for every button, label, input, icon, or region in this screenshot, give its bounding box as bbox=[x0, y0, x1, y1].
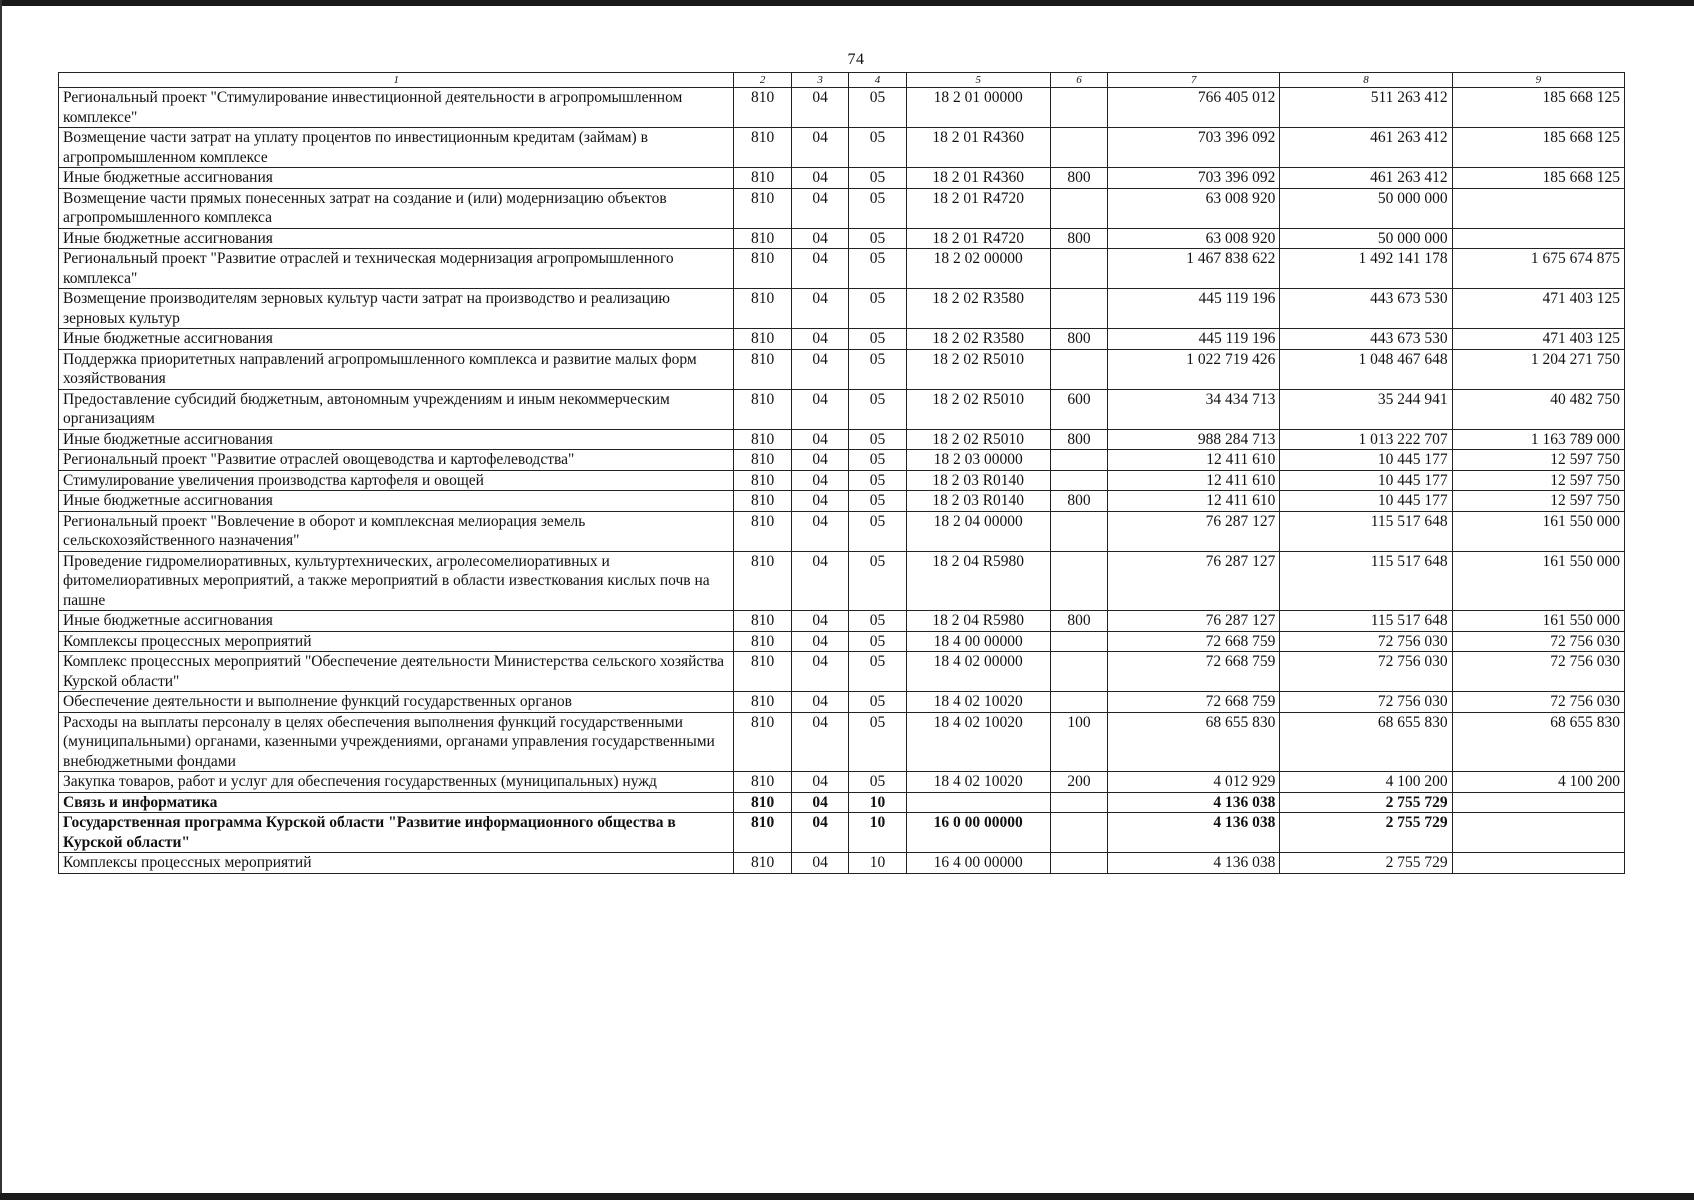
row-name-cell: Возмещение производителям зерновых культур части затрат на производство и реализацию зерновых культур bbox=[59, 289, 734, 329]
amount-year2-cell: 115 517 648 bbox=[1280, 511, 1452, 551]
target-article-cell bbox=[906, 792, 1050, 813]
amount-year1-cell: 1 022 719 426 bbox=[1108, 349, 1280, 389]
subsection-code-cell: 05 bbox=[849, 389, 906, 429]
amount-year1-cell: 68 655 830 bbox=[1108, 712, 1280, 772]
ministry-code-cell: 810 bbox=[734, 289, 791, 329]
row-name-cell: Иные бюджетные ассигнования bbox=[59, 429, 734, 450]
expense-type-cell: 600 bbox=[1050, 389, 1107, 429]
section-code-cell: 04 bbox=[791, 792, 848, 813]
amount-year3-cell: 1 204 271 750 bbox=[1452, 349, 1624, 389]
amount-year1-cell: 766 405 012 bbox=[1108, 88, 1280, 128]
amount-year1-cell: 63 008 920 bbox=[1108, 228, 1280, 249]
target-article-cell: 18 2 02 R5010 bbox=[906, 389, 1050, 429]
amount-year3-cell: 72 756 030 bbox=[1452, 692, 1624, 713]
subsection-code-cell: 05 bbox=[849, 349, 906, 389]
row-name-cell: Иные бюджетные ассигнования bbox=[59, 228, 734, 249]
amount-year2-cell: 10 445 177 bbox=[1280, 491, 1452, 512]
column-number: 8 bbox=[1280, 73, 1452, 88]
section-code-cell: 04 bbox=[791, 429, 848, 450]
section-code-cell: 04 bbox=[791, 712, 848, 772]
table-row bbox=[59, 712, 1625, 772]
amount-year2-cell: 443 673 530 bbox=[1280, 289, 1452, 329]
table-row bbox=[59, 188, 1625, 228]
amount-year3-cell: 185 668 125 bbox=[1452, 128, 1624, 168]
expense-type-cell bbox=[1050, 813, 1107, 853]
amount-year2-cell: 35 244 941 bbox=[1280, 389, 1452, 429]
amount-year3-cell bbox=[1452, 813, 1624, 853]
section-code-cell: 04 bbox=[791, 511, 848, 551]
row-name-cell: Иные бюджетные ассигнования bbox=[59, 491, 734, 512]
amount-year2-cell: 461 263 412 bbox=[1280, 168, 1452, 189]
expense-type-cell: 800 bbox=[1050, 429, 1107, 450]
amount-year1-cell: 703 396 092 bbox=[1108, 128, 1280, 168]
amount-year2-cell: 50 000 000 bbox=[1280, 188, 1452, 228]
row-name-cell: Иные бюджетные ассигнования bbox=[59, 329, 734, 350]
page-number: 74 bbox=[847, 51, 865, 68]
amount-year1-cell: 12 411 610 bbox=[1108, 450, 1280, 471]
row-name-cell: Закупка товаров, работ и услуг для обеспечения государственных (муниципальных) нужд bbox=[59, 772, 734, 793]
target-article-cell: 18 4 00 00000 bbox=[906, 631, 1050, 652]
amount-year3-cell: 1 675 674 875 bbox=[1452, 249, 1624, 289]
budget-table bbox=[58, 72, 1625, 874]
amount-year1-cell: 76 287 127 bbox=[1108, 551, 1280, 611]
ministry-code-cell: 810 bbox=[734, 551, 791, 611]
amount-year2-cell: 2 755 729 bbox=[1280, 792, 1452, 813]
amount-year3-cell: 4 100 200 bbox=[1452, 772, 1624, 793]
amount-year1-cell: 34 434 713 bbox=[1108, 389, 1280, 429]
target-article-cell: 16 0 00 00000 bbox=[906, 813, 1050, 853]
table-row bbox=[59, 128, 1625, 168]
table-row bbox=[59, 511, 1625, 551]
amount-year3-cell: 471 403 125 bbox=[1452, 329, 1624, 350]
row-name-cell: Комплексы процессных мероприятий bbox=[59, 853, 734, 874]
amount-year3-cell: 161 550 000 bbox=[1452, 611, 1624, 632]
target-article-cell: 18 4 02 10020 bbox=[906, 772, 1050, 793]
column-number: 2 bbox=[734, 73, 791, 88]
expense-type-cell bbox=[1050, 853, 1107, 874]
ministry-code-cell: 810 bbox=[734, 712, 791, 772]
ministry-code-cell: 810 bbox=[734, 652, 791, 692]
target-article-cell: 18 4 02 10020 bbox=[906, 712, 1050, 772]
amount-year2-cell: 443 673 530 bbox=[1280, 329, 1452, 350]
amount-year3-cell: 72 756 030 bbox=[1452, 631, 1624, 652]
ministry-code-cell: 810 bbox=[734, 329, 791, 350]
expense-type-cell bbox=[1050, 88, 1107, 128]
section-code-cell: 04 bbox=[791, 772, 848, 793]
subsection-code-cell: 05 bbox=[849, 712, 906, 772]
amount-year1-cell: 72 668 759 bbox=[1108, 652, 1280, 692]
row-name-cell: Возмещение части прямых понесенных затрат на создание и (или) модернизацию объектов агропромышленного комплекса bbox=[59, 188, 734, 228]
section-code-cell: 04 bbox=[791, 228, 848, 249]
ministry-code-cell: 810 bbox=[734, 128, 791, 168]
amount-year3-cell bbox=[1452, 853, 1624, 874]
table-row bbox=[59, 249, 1625, 289]
amount-year3-cell: 161 550 000 bbox=[1452, 551, 1624, 611]
section-code-cell: 04 bbox=[791, 168, 848, 189]
section-code-cell: 04 bbox=[791, 349, 848, 389]
amount-year2-cell: 1 048 467 648 bbox=[1280, 349, 1452, 389]
ministry-code-cell: 810 bbox=[734, 429, 791, 450]
expense-type-cell bbox=[1050, 692, 1107, 713]
row-name-cell: Комплексы процессных мероприятий bbox=[59, 631, 734, 652]
amount-year2-cell: 1 013 222 707 bbox=[1280, 429, 1452, 450]
section-code-cell: 04 bbox=[791, 249, 848, 289]
row-name-cell: Иные бюджетные ассигнования bbox=[59, 168, 734, 189]
amount-year1-cell: 1 467 838 622 bbox=[1108, 249, 1280, 289]
table-row bbox=[59, 692, 1625, 713]
row-name-cell: Комплекс процессных мероприятий "Обеспечение деятельности Министерства сельского хозяйства Курской области" bbox=[59, 652, 734, 692]
column-number: 3 bbox=[791, 73, 848, 88]
ministry-code-cell: 810 bbox=[734, 470, 791, 491]
subsection-code-cell: 05 bbox=[849, 128, 906, 168]
table-row bbox=[59, 349, 1625, 389]
target-article-cell: 18 2 03 R0140 bbox=[906, 491, 1050, 512]
amount-year1-cell: 72 668 759 bbox=[1108, 631, 1280, 652]
ministry-code-cell: 810 bbox=[734, 349, 791, 389]
column-number: 4 bbox=[849, 73, 906, 88]
amount-year2-cell: 72 756 030 bbox=[1280, 652, 1452, 692]
subsection-code-cell: 05 bbox=[849, 228, 906, 249]
column-number: 1 bbox=[59, 73, 734, 88]
expense-type-cell bbox=[1050, 128, 1107, 168]
expense-type-cell bbox=[1050, 289, 1107, 329]
table-row bbox=[59, 228, 1625, 249]
amount-year2-cell: 115 517 648 bbox=[1280, 611, 1452, 632]
subsection-code-cell: 05 bbox=[849, 88, 906, 128]
amount-year2-cell: 2 755 729 bbox=[1280, 853, 1452, 874]
amount-year1-cell: 4 012 929 bbox=[1108, 772, 1280, 793]
ministry-code-cell: 810 bbox=[734, 389, 791, 429]
section-code-cell: 04 bbox=[791, 551, 848, 611]
amount-year2-cell: 115 517 648 bbox=[1280, 551, 1452, 611]
amount-year3-cell: 471 403 125 bbox=[1452, 289, 1624, 329]
target-article-cell: 18 2 01 R4360 bbox=[906, 168, 1050, 189]
column-number: 9 bbox=[1452, 73, 1624, 88]
section-code-cell: 04 bbox=[791, 491, 848, 512]
target-article-cell: 18 2 04 R5980 bbox=[906, 551, 1050, 611]
expense-type-cell bbox=[1050, 511, 1107, 551]
subsection-code-cell: 10 bbox=[849, 792, 906, 813]
ministry-code-cell: 810 bbox=[734, 631, 791, 652]
expense-type-cell: 200 bbox=[1050, 772, 1107, 793]
subsection-code-cell: 05 bbox=[849, 611, 906, 632]
target-article-cell: 18 2 04 00000 bbox=[906, 511, 1050, 551]
table-row bbox=[59, 88, 1625, 128]
section-code-cell: 04 bbox=[791, 329, 848, 350]
ministry-code-cell: 810 bbox=[734, 88, 791, 128]
expense-type-cell: 800 bbox=[1050, 168, 1107, 189]
target-article-cell: 18 2 02 00000 bbox=[906, 249, 1050, 289]
table-row bbox=[59, 631, 1625, 652]
subsection-code-cell: 10 bbox=[849, 853, 906, 874]
amount-year3-cell: 12 597 750 bbox=[1452, 470, 1624, 491]
table-row bbox=[59, 450, 1625, 471]
amount-year1-cell: 4 136 038 bbox=[1108, 813, 1280, 853]
expense-type-cell bbox=[1050, 470, 1107, 491]
amount-year1-cell: 988 284 713 bbox=[1108, 429, 1280, 450]
amount-year1-cell: 445 119 196 bbox=[1108, 329, 1280, 350]
section-code-cell: 04 bbox=[791, 611, 848, 632]
amount-year2-cell: 50 000 000 bbox=[1280, 228, 1452, 249]
amount-year1-cell: 12 411 610 bbox=[1108, 491, 1280, 512]
subsection-code-cell: 05 bbox=[849, 289, 906, 329]
ministry-code-cell: 810 bbox=[734, 853, 791, 874]
target-article-cell: 18 2 03 00000 bbox=[906, 450, 1050, 471]
amount-year2-cell: 68 655 830 bbox=[1280, 712, 1452, 772]
column-number: 6 bbox=[1050, 73, 1107, 88]
expense-type-cell bbox=[1050, 631, 1107, 652]
column-number: 5 bbox=[906, 73, 1050, 88]
row-name-cell: Региональный проект "Вовлечение в оборот и комплексная мелиорация земель сельскохозяйственного назначения" bbox=[59, 511, 734, 551]
expense-type-cell: 800 bbox=[1050, 491, 1107, 512]
amount-year2-cell: 10 445 177 bbox=[1280, 450, 1452, 471]
subsection-code-cell: 05 bbox=[849, 631, 906, 652]
expense-type-cell bbox=[1050, 249, 1107, 289]
scan-border-left bbox=[0, 0, 2, 1200]
subsection-code-cell: 05 bbox=[849, 511, 906, 551]
row-name-cell: Стимулирование увеличения производства картофеля и овощей bbox=[59, 470, 734, 491]
table-row bbox=[59, 551, 1625, 611]
amount-year3-cell: 40 482 750 bbox=[1452, 389, 1624, 429]
target-article-cell: 18 2 01 R4720 bbox=[906, 188, 1050, 228]
column-number: 7 bbox=[1108, 73, 1280, 88]
amount-year3-cell: 161 550 000 bbox=[1452, 511, 1624, 551]
expense-type-cell bbox=[1050, 349, 1107, 389]
amount-year3-cell: 185 668 125 bbox=[1452, 88, 1624, 128]
target-article-cell: 18 2 02 R3580 bbox=[906, 329, 1050, 350]
amount-year3-cell: 72 756 030 bbox=[1452, 652, 1624, 692]
row-name-cell: Обеспечение деятельности и выполнение функций государственных органов bbox=[59, 692, 734, 713]
subsection-code-cell: 05 bbox=[849, 692, 906, 713]
section-code-cell: 04 bbox=[791, 128, 848, 168]
amount-year2-cell: 511 263 412 bbox=[1280, 88, 1452, 128]
row-name-cell: Связь и информатика bbox=[59, 792, 734, 813]
ministry-code-cell: 810 bbox=[734, 813, 791, 853]
section-code-cell: 04 bbox=[791, 470, 848, 491]
amount-year2-cell: 1 492 141 178 bbox=[1280, 249, 1452, 289]
amount-year1-cell: 76 287 127 bbox=[1108, 611, 1280, 632]
subsection-code-cell: 10 bbox=[849, 813, 906, 853]
amount-year1-cell: 445 119 196 bbox=[1108, 289, 1280, 329]
table-row bbox=[59, 611, 1625, 632]
amount-year3-cell: 185 668 125 bbox=[1452, 168, 1624, 189]
section-code-cell: 04 bbox=[791, 289, 848, 329]
subsection-code-cell: 05 bbox=[849, 168, 906, 189]
subsection-code-cell: 05 bbox=[849, 772, 906, 793]
amount-year3-cell bbox=[1452, 188, 1624, 228]
expense-type-cell: 100 bbox=[1050, 712, 1107, 772]
table-row bbox=[59, 813, 1625, 853]
amount-year1-cell: 63 008 920 bbox=[1108, 188, 1280, 228]
section-code-cell: 04 bbox=[791, 450, 848, 471]
ministry-code-cell: 810 bbox=[734, 692, 791, 713]
amount-year3-cell bbox=[1452, 792, 1624, 813]
target-article-cell: 18 2 03 R0140 bbox=[906, 470, 1050, 491]
subsection-code-cell: 05 bbox=[849, 652, 906, 692]
amount-year1-cell: 4 136 038 bbox=[1108, 853, 1280, 874]
row-name-cell: Региональный проект "Стимулирование инвестиционной деятельности в агропромышленном комплексе" bbox=[59, 88, 734, 128]
row-name-cell: Возмещение части затрат на уплату процентов по инвестиционным кредитам (займам) в агропромышленном комплексе bbox=[59, 128, 734, 168]
amount-year2-cell: 72 756 030 bbox=[1280, 631, 1452, 652]
target-article-cell: 18 4 02 10020 bbox=[906, 692, 1050, 713]
subsection-code-cell: 05 bbox=[849, 450, 906, 471]
table-row bbox=[59, 289, 1625, 329]
section-code-cell: 04 bbox=[791, 88, 848, 128]
target-article-cell: 18 2 04 R5980 bbox=[906, 611, 1050, 632]
section-code-cell: 04 bbox=[791, 631, 848, 652]
expense-type-cell bbox=[1050, 551, 1107, 611]
subsection-code-cell: 05 bbox=[849, 429, 906, 450]
section-code-cell: 04 bbox=[791, 813, 848, 853]
expense-type-cell bbox=[1050, 792, 1107, 813]
subsection-code-cell: 05 bbox=[849, 491, 906, 512]
target-article-cell: 18 2 02 R3580 bbox=[906, 289, 1050, 329]
amount-year2-cell: 72 756 030 bbox=[1280, 692, 1452, 713]
amount-year3-cell: 1 163 789 000 bbox=[1452, 429, 1624, 450]
section-code-cell: 04 bbox=[791, 188, 848, 228]
ministry-code-cell: 810 bbox=[734, 511, 791, 551]
row-name-cell: Региональный проект "Развитие отраслей овощеводства и картофелеводства" bbox=[59, 450, 734, 471]
table-row bbox=[59, 491, 1625, 512]
expense-type-cell: 800 bbox=[1050, 329, 1107, 350]
ministry-code-cell: 810 bbox=[734, 611, 791, 632]
ministry-code-cell: 810 bbox=[734, 188, 791, 228]
row-name-cell: Региональный проект "Развитие отраслей и техническая модернизация агропромышленного комплекса" bbox=[59, 249, 734, 289]
row-name-cell: Проведение гидромелиоративных, культуртехнических, агролесомелиоративных и фитомелиоративных мероприятий, а также мероприятий в области известкования кислых почв на пашне bbox=[59, 551, 734, 611]
target-article-cell: 18 2 01 00000 bbox=[906, 88, 1050, 128]
subsection-code-cell: 05 bbox=[849, 249, 906, 289]
expense-type-cell bbox=[1050, 188, 1107, 228]
expense-type-cell: 800 bbox=[1050, 611, 1107, 632]
table-row bbox=[59, 470, 1625, 491]
column-number-row bbox=[59, 73, 1625, 88]
ministry-code-cell: 810 bbox=[734, 168, 791, 189]
amount-year3-cell: 12 597 750 bbox=[1452, 491, 1624, 512]
target-article-cell: 18 2 02 R5010 bbox=[906, 349, 1050, 389]
table-row bbox=[59, 792, 1625, 813]
amount-year1-cell: 12 411 610 bbox=[1108, 470, 1280, 491]
ministry-code-cell: 810 bbox=[734, 450, 791, 471]
table-row bbox=[59, 772, 1625, 793]
subsection-code-cell: 05 bbox=[849, 551, 906, 611]
table-row bbox=[59, 429, 1625, 450]
amount-year2-cell: 2 755 729 bbox=[1280, 813, 1452, 853]
subsection-code-cell: 05 bbox=[849, 329, 906, 350]
table-row bbox=[59, 168, 1625, 189]
amount-year2-cell: 461 263 412 bbox=[1280, 128, 1452, 168]
section-code-cell: 04 bbox=[791, 692, 848, 713]
row-name-cell: Предоставление субсидий бюджетным, автономным учреждениям и иным некоммерческим организациям bbox=[59, 389, 734, 429]
ministry-code-cell: 810 bbox=[734, 228, 791, 249]
amount-year3-cell: 68 655 830 bbox=[1452, 712, 1624, 772]
scan-border-bottom bbox=[0, 1193, 1694, 1200]
expense-type-cell bbox=[1050, 652, 1107, 692]
amount-year2-cell: 10 445 177 bbox=[1280, 470, 1452, 491]
amount-year1-cell: 76 287 127 bbox=[1108, 511, 1280, 551]
scan-border-top bbox=[0, 0, 1694, 6]
section-code-cell: 04 bbox=[791, 853, 848, 874]
table-row bbox=[59, 389, 1625, 429]
amount-year1-cell: 72 668 759 bbox=[1108, 692, 1280, 713]
row-name-cell: Иные бюджетные ассигнования bbox=[59, 611, 734, 632]
expense-type-cell: 800 bbox=[1050, 228, 1107, 249]
ministry-code-cell: 810 bbox=[734, 491, 791, 512]
table-row bbox=[59, 853, 1625, 874]
amount-year1-cell: 4 136 038 bbox=[1108, 792, 1280, 813]
target-article-cell: 18 4 02 00000 bbox=[906, 652, 1050, 692]
target-article-cell: 16 4 00 00000 bbox=[906, 853, 1050, 874]
expense-type-cell bbox=[1050, 450, 1107, 471]
section-code-cell: 04 bbox=[791, 652, 848, 692]
row-name-cell: Расходы на выплаты персоналу в целях обеспечения выполнения функций государственными (муниципальными) органами, казенными учреждениями, органами управления государственными внебюджетными фондами bbox=[59, 712, 734, 772]
ministry-code-cell: 810 bbox=[734, 792, 791, 813]
table-row bbox=[59, 652, 1625, 692]
ministry-code-cell: 810 bbox=[734, 249, 791, 289]
section-code-cell: 04 bbox=[791, 389, 848, 429]
target-article-cell: 18 2 02 R5010 bbox=[906, 429, 1050, 450]
amount-year3-cell bbox=[1452, 228, 1624, 249]
subsection-code-cell: 05 bbox=[849, 188, 906, 228]
ministry-code-cell: 810 bbox=[734, 772, 791, 793]
row-name-cell: Поддержка приоритетных направлений агропромышленного комплекса и развитие малых форм хозяйствования bbox=[59, 349, 734, 389]
amount-year3-cell: 12 597 750 bbox=[1452, 450, 1624, 471]
target-article-cell: 18 2 01 R4360 bbox=[906, 128, 1050, 168]
amount-year2-cell: 4 100 200 bbox=[1280, 772, 1452, 793]
row-name-cell: Государственная программа Курской области "Развитие информационного общества в Курской области" bbox=[59, 813, 734, 853]
subsection-code-cell: 05 bbox=[849, 470, 906, 491]
amount-year1-cell: 703 396 092 bbox=[1108, 168, 1280, 189]
target-article-cell: 18 2 01 R4720 bbox=[906, 228, 1050, 249]
table-row bbox=[59, 329, 1625, 350]
